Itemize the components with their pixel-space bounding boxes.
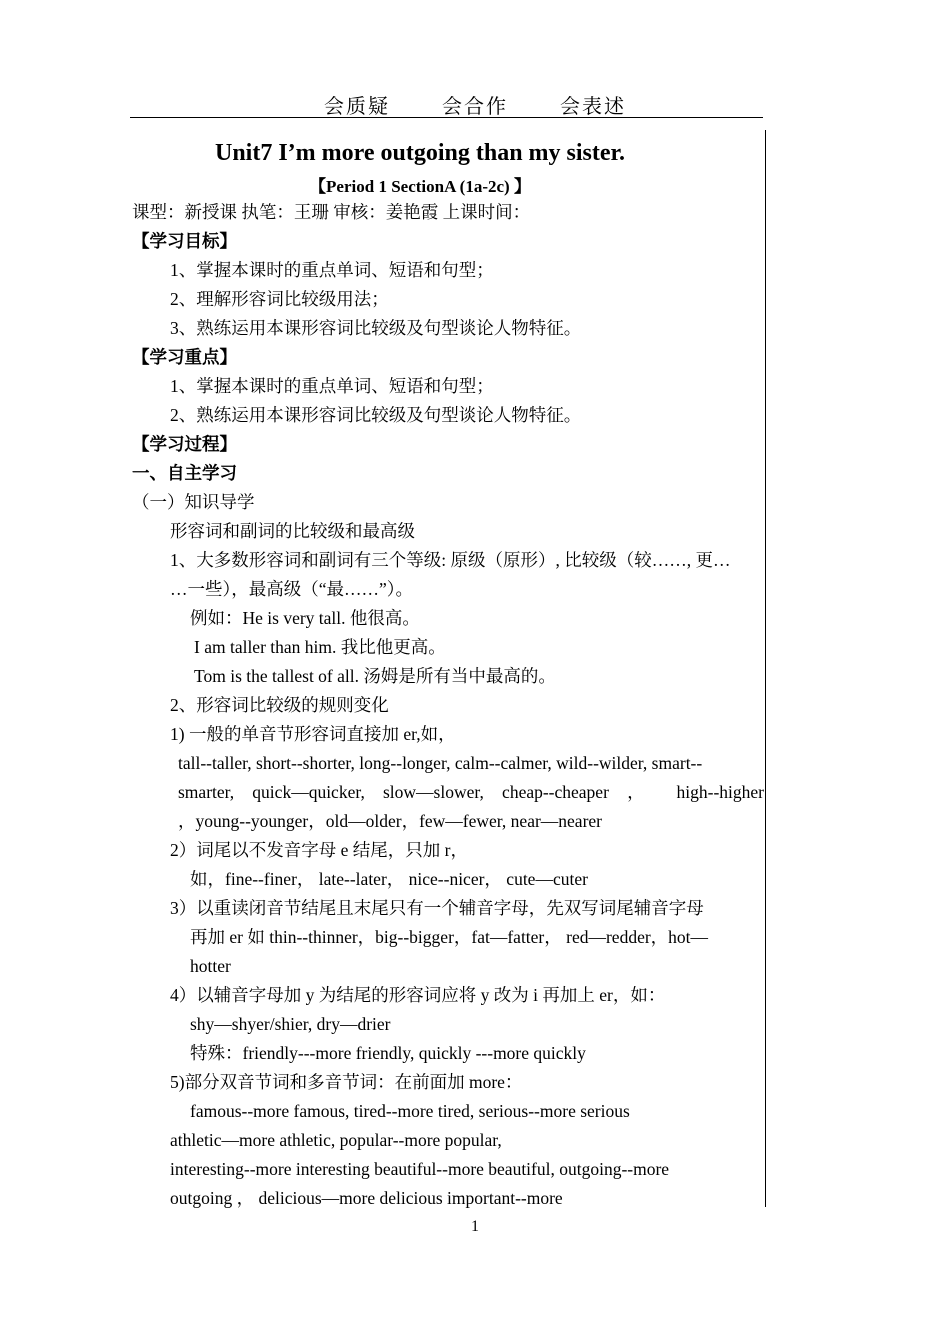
document-title: Unit7 I’m more outgoing than my sister. [214,140,625,166]
document-subtitle: 【Period 1 SectionA (1a-2c) 】 [309,177,531,196]
rule-example-line: smarter, quick—quicker, slow—slower, cheap--cheaper ， high--higher [178,782,764,802]
rule-heading: 4）以辅音字母加 y 为结尾的形容词应将 y 改为 i 再加上 er，如： [170,985,666,1005]
paragraph-line: …一些），最高级（“最……”）。 [170,579,414,599]
document-body [132,198,764,1213]
rule-example-line: tall--taller, short--shorter, long--longer, calm--calmer, wild--wilder, smart-- [178,753,703,773]
rule-heading: 2）词尾以不发音字母 e 结尾，只加 r， [170,840,468,860]
rule-heading: 3）以重读闭音节结尾且末尾只有一个辅音字母，先双写词尾辅音字母 [170,898,704,918]
header-motto-right: 会表述 [560,96,626,118]
rule-example-line: 再加 er 如 thin--thinner，big--bigger，fat—fatter， red—redder，hot— [190,927,709,947]
rule-example-line: 特殊：friendly---more friendly, quickly ---more quickly [190,1043,586,1063]
header-motto-middle: 会合作 [442,96,508,118]
rule-example-line: shy—shyer/shier, dry—drier [190,1014,391,1034]
goals-heading: 【学习目标】 [132,231,237,251]
page-number: 1 [471,1218,479,1235]
paragraph-line: 2、形容词比较级的规则变化 [170,695,389,715]
rule-example-line: athletic—more athletic, popular--more popular, [170,1130,502,1150]
example-line: I am taller than him. 我比他更高。 [194,637,446,657]
topic-line: 形容词和副词的比较级和最高级 [170,521,415,541]
page-header [0,90,950,119]
subsection-heading: （一）知识导学 [132,492,255,512]
key-point-item: 2、熟练运用本课形容词比较级及句型谈论人物特征。 [170,405,582,425]
rule-example-line: famous--more famous, tired--more tired, serious--more serious [190,1101,630,1121]
info-line: 课型：新授课 执笔：王珊 审核：姜艳霞 上课时间： [132,202,531,222]
rule-example-line: 如，fine--finer， late--later， nice--nicer， cute—cuter [190,869,588,889]
rule-example-line: ，young--younger，old—older，few—fewer, near—nearer [178,811,602,831]
rule-example-line: outgoing ， delicious—more delicious important--more [170,1188,563,1208]
rule-heading: 5)部分双音节词和多音节词：在前面加 more： [170,1072,523,1092]
example-line: Tom is the tallest of all. 汤姆是所有当中最高的。 [194,666,556,686]
example-line: 例如：He is very tall. 他很高。 [190,608,420,628]
goal-item: 1、掌握本课时的重点单词、短语和句型； [170,260,494,280]
header-motto-left: 会质疑 [324,96,390,118]
table-right-border [765,130,766,1207]
goal-item: 3、熟练运用本课形容词比较级及句型谈论人物特征。 [170,318,582,338]
section-heading: 一、自主学习 [132,463,237,483]
key-point-item: 1、掌握本课时的重点单词、短语和句型； [170,376,494,396]
header-rule [130,117,763,118]
rule-example-line: interesting--more interesting beautiful--more beautiful, outgoing--more [170,1159,670,1179]
paragraph-line: 1、大多数形容词和副词有三个等级: 原级（原形）, 比较级（较……, 更… [170,550,731,570]
process-heading: 【学习过程】 [132,434,237,454]
rule-example-line: hotter [190,956,231,976]
goal-item: 2、理解形容词比较级用法； [170,289,389,309]
key-points-heading: 【学习重点】 [132,347,237,367]
rule-heading: 1) 一般的单音节形容词直接加 er,如， [170,724,456,744]
